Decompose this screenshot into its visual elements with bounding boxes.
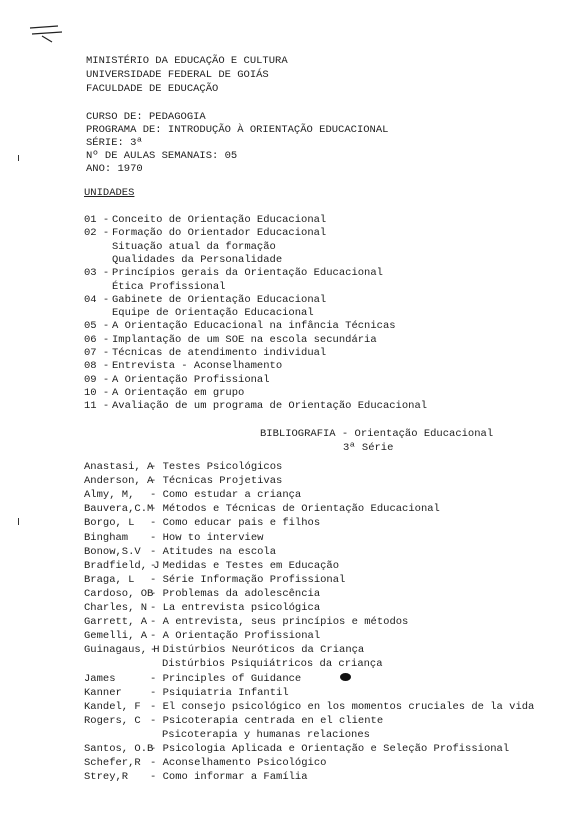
bib-title: - El consejo psicológico en los momentos cruciales de la vida bbox=[150, 700, 535, 713]
bib-title: - Métodos e Técnicas de Orientação Educacional bbox=[150, 503, 440, 516]
unit-subtopic: Qualidades da Personalidade bbox=[112, 253, 283, 266]
year: ANO: 1970 bbox=[86, 163, 143, 175]
margin-mark bbox=[18, 155, 19, 161]
unit-number: 01 - bbox=[84, 214, 110, 226]
bib-author: Kandel, F bbox=[84, 700, 141, 713]
units-heading: UNIDADES bbox=[84, 187, 135, 199]
unit-number: 07 - bbox=[84, 347, 110, 359]
bib-author: Anderson, A bbox=[84, 475, 154, 488]
bib-author: Anastasi, A bbox=[84, 461, 154, 473]
weekly-classes: Nº DE AULAS SEMANAIS: 05 bbox=[86, 150, 238, 162]
faculty-line: FACULDADE DE EDUCAÇÃO bbox=[86, 83, 219, 95]
series: SÉRIE: 3ª bbox=[86, 137, 143, 149]
bib-author: Almy, M, bbox=[84, 489, 135, 502]
unit-number: 05 - bbox=[84, 320, 110, 333]
bib-title: - La entrevista psicológica bbox=[150, 602, 321, 614]
bib-title: - How to interview bbox=[150, 531, 264, 544]
bib-title: - Psicoterapia centrada en el cliente bbox=[150, 714, 384, 727]
unit-title: Princípios gerais da Orientação Educacional bbox=[112, 267, 383, 280]
bib-title: - Técnicas Projetivas bbox=[150, 475, 283, 488]
unit-subtopic: Equipe de Orientação Educacional bbox=[112, 307, 314, 320]
unit-title: Formação do Orientador Educacional bbox=[112, 227, 327, 240]
unit-subtopic: Ética Profissional bbox=[112, 280, 226, 293]
unit-number: 08 - bbox=[84, 360, 110, 373]
program-name: PROGRAMA DE: INTRODUÇÃO À ORIENTAÇÃO EDUCACIONAL bbox=[86, 124, 389, 136]
bib-author: Bingham bbox=[84, 531, 129, 544]
ink-blot bbox=[340, 673, 351, 681]
bib-author: Braga, L bbox=[84, 573, 135, 586]
unit-number: 02 - bbox=[84, 227, 110, 240]
margin-mark bbox=[18, 518, 19, 525]
bib-title: - Medidas e Testes em Educação bbox=[150, 559, 340, 572]
bibliography-heading: BIBLIOGRAFIA - Orientação Educacional bbox=[260, 428, 494, 440]
bib-title: - A Orientação Profissional bbox=[150, 630, 321, 643]
unit-title: Entrevista - Aconselhamento bbox=[112, 360, 283, 373]
unit-subtopic: Situação atual da formação bbox=[112, 240, 276, 253]
bib-author: Santos, O.B bbox=[84, 743, 154, 755]
bib-author: Gemelli, A bbox=[84, 630, 148, 643]
unit-number: 04 - bbox=[84, 293, 110, 306]
bibliography-subheading: 3ª Série bbox=[343, 442, 394, 454]
bib-title: - Problemas da adolescência bbox=[150, 587, 321, 600]
unit-number: 03 - bbox=[84, 267, 110, 280]
bib-author: Charles, N bbox=[84, 602, 148, 614]
unit-title: Conceito de Orientação Educacional bbox=[112, 214, 327, 226]
bib-title: - Principles of Guidance bbox=[150, 672, 302, 685]
unit-title: Avaliação de um programa de Orientação Educacional bbox=[112, 400, 428, 413]
bib-author: Bauvera,C.M bbox=[84, 503, 154, 516]
bib-author: Rogers, C bbox=[84, 714, 141, 727]
bib-title: - Psiquiatria Infantil bbox=[150, 686, 289, 699]
bib-title: - Testes Psicológicos bbox=[150, 461, 283, 473]
bib-author: Borgo, L bbox=[84, 517, 135, 530]
bib-author: Schefer,R bbox=[84, 757, 141, 770]
bib-author: Bradfield, J bbox=[84, 559, 160, 572]
bib-author: Bonow,S.V bbox=[84, 545, 141, 558]
bib-title-continuation: Distúrbios Psiquiátricos da criança bbox=[162, 658, 383, 671]
unit-number: 11 - bbox=[84, 400, 110, 413]
bib-author: James bbox=[84, 672, 116, 685]
bib-title: - A entrevista, seus princípios e métodos bbox=[150, 616, 409, 629]
bib-title: - Série Informação Profissional bbox=[150, 573, 346, 586]
bib-author: Garrett, A bbox=[84, 616, 148, 629]
bib-title-continuation: Psicoterapia y humanas relaciones bbox=[162, 728, 370, 741]
unit-title: A Orientação em grupo bbox=[112, 386, 245, 399]
bib-author: Kanner bbox=[84, 686, 122, 699]
bib-title: - Psicologia Aplicada e Orientação e Seleção Profissional bbox=[150, 743, 510, 755]
bib-title: - Como educar pais e filhos bbox=[150, 517, 321, 530]
unit-title: Gabinete de Orientação Educacional bbox=[112, 293, 327, 306]
bib-title: - Como estudar a criança bbox=[150, 489, 302, 502]
bib-title: - Como informar a Família bbox=[150, 771, 308, 784]
unit-title: A Orientação Profissional bbox=[112, 373, 270, 386]
bib-author: Strey,R bbox=[84, 771, 129, 784]
unit-title: Técnicas de atendimento individual bbox=[112, 347, 327, 359]
university-line: UNIVERSIDADE FEDERAL DE GOIÁS bbox=[86, 69, 269, 81]
bib-title: - Atitudes na escola bbox=[150, 545, 277, 558]
ministry-line: MINISTÉRIO DA EDUCAÇÃO E CULTURA bbox=[86, 55, 288, 67]
bib-title: - Aconselhamento Psicológico bbox=[150, 757, 327, 770]
unit-number: 10 - bbox=[84, 386, 110, 399]
unit-number: 06 - bbox=[84, 333, 110, 346]
unit-title: Implantação de um SOE na escola secundária bbox=[112, 333, 377, 346]
unit-number: 09 - bbox=[84, 373, 110, 386]
handwritten-mark-icon bbox=[28, 22, 68, 44]
bib-author: Guinagaus, H bbox=[84, 644, 160, 657]
bib-title: - Distúrbios Neuróticos da Criança bbox=[150, 644, 365, 657]
bib-author: Cardoso, OB bbox=[84, 587, 154, 600]
course-name: CURSO DE: PEDAGOGIA bbox=[86, 111, 206, 123]
unit-title: A Orientação Educacional na infância Técnicas bbox=[112, 320, 396, 333]
